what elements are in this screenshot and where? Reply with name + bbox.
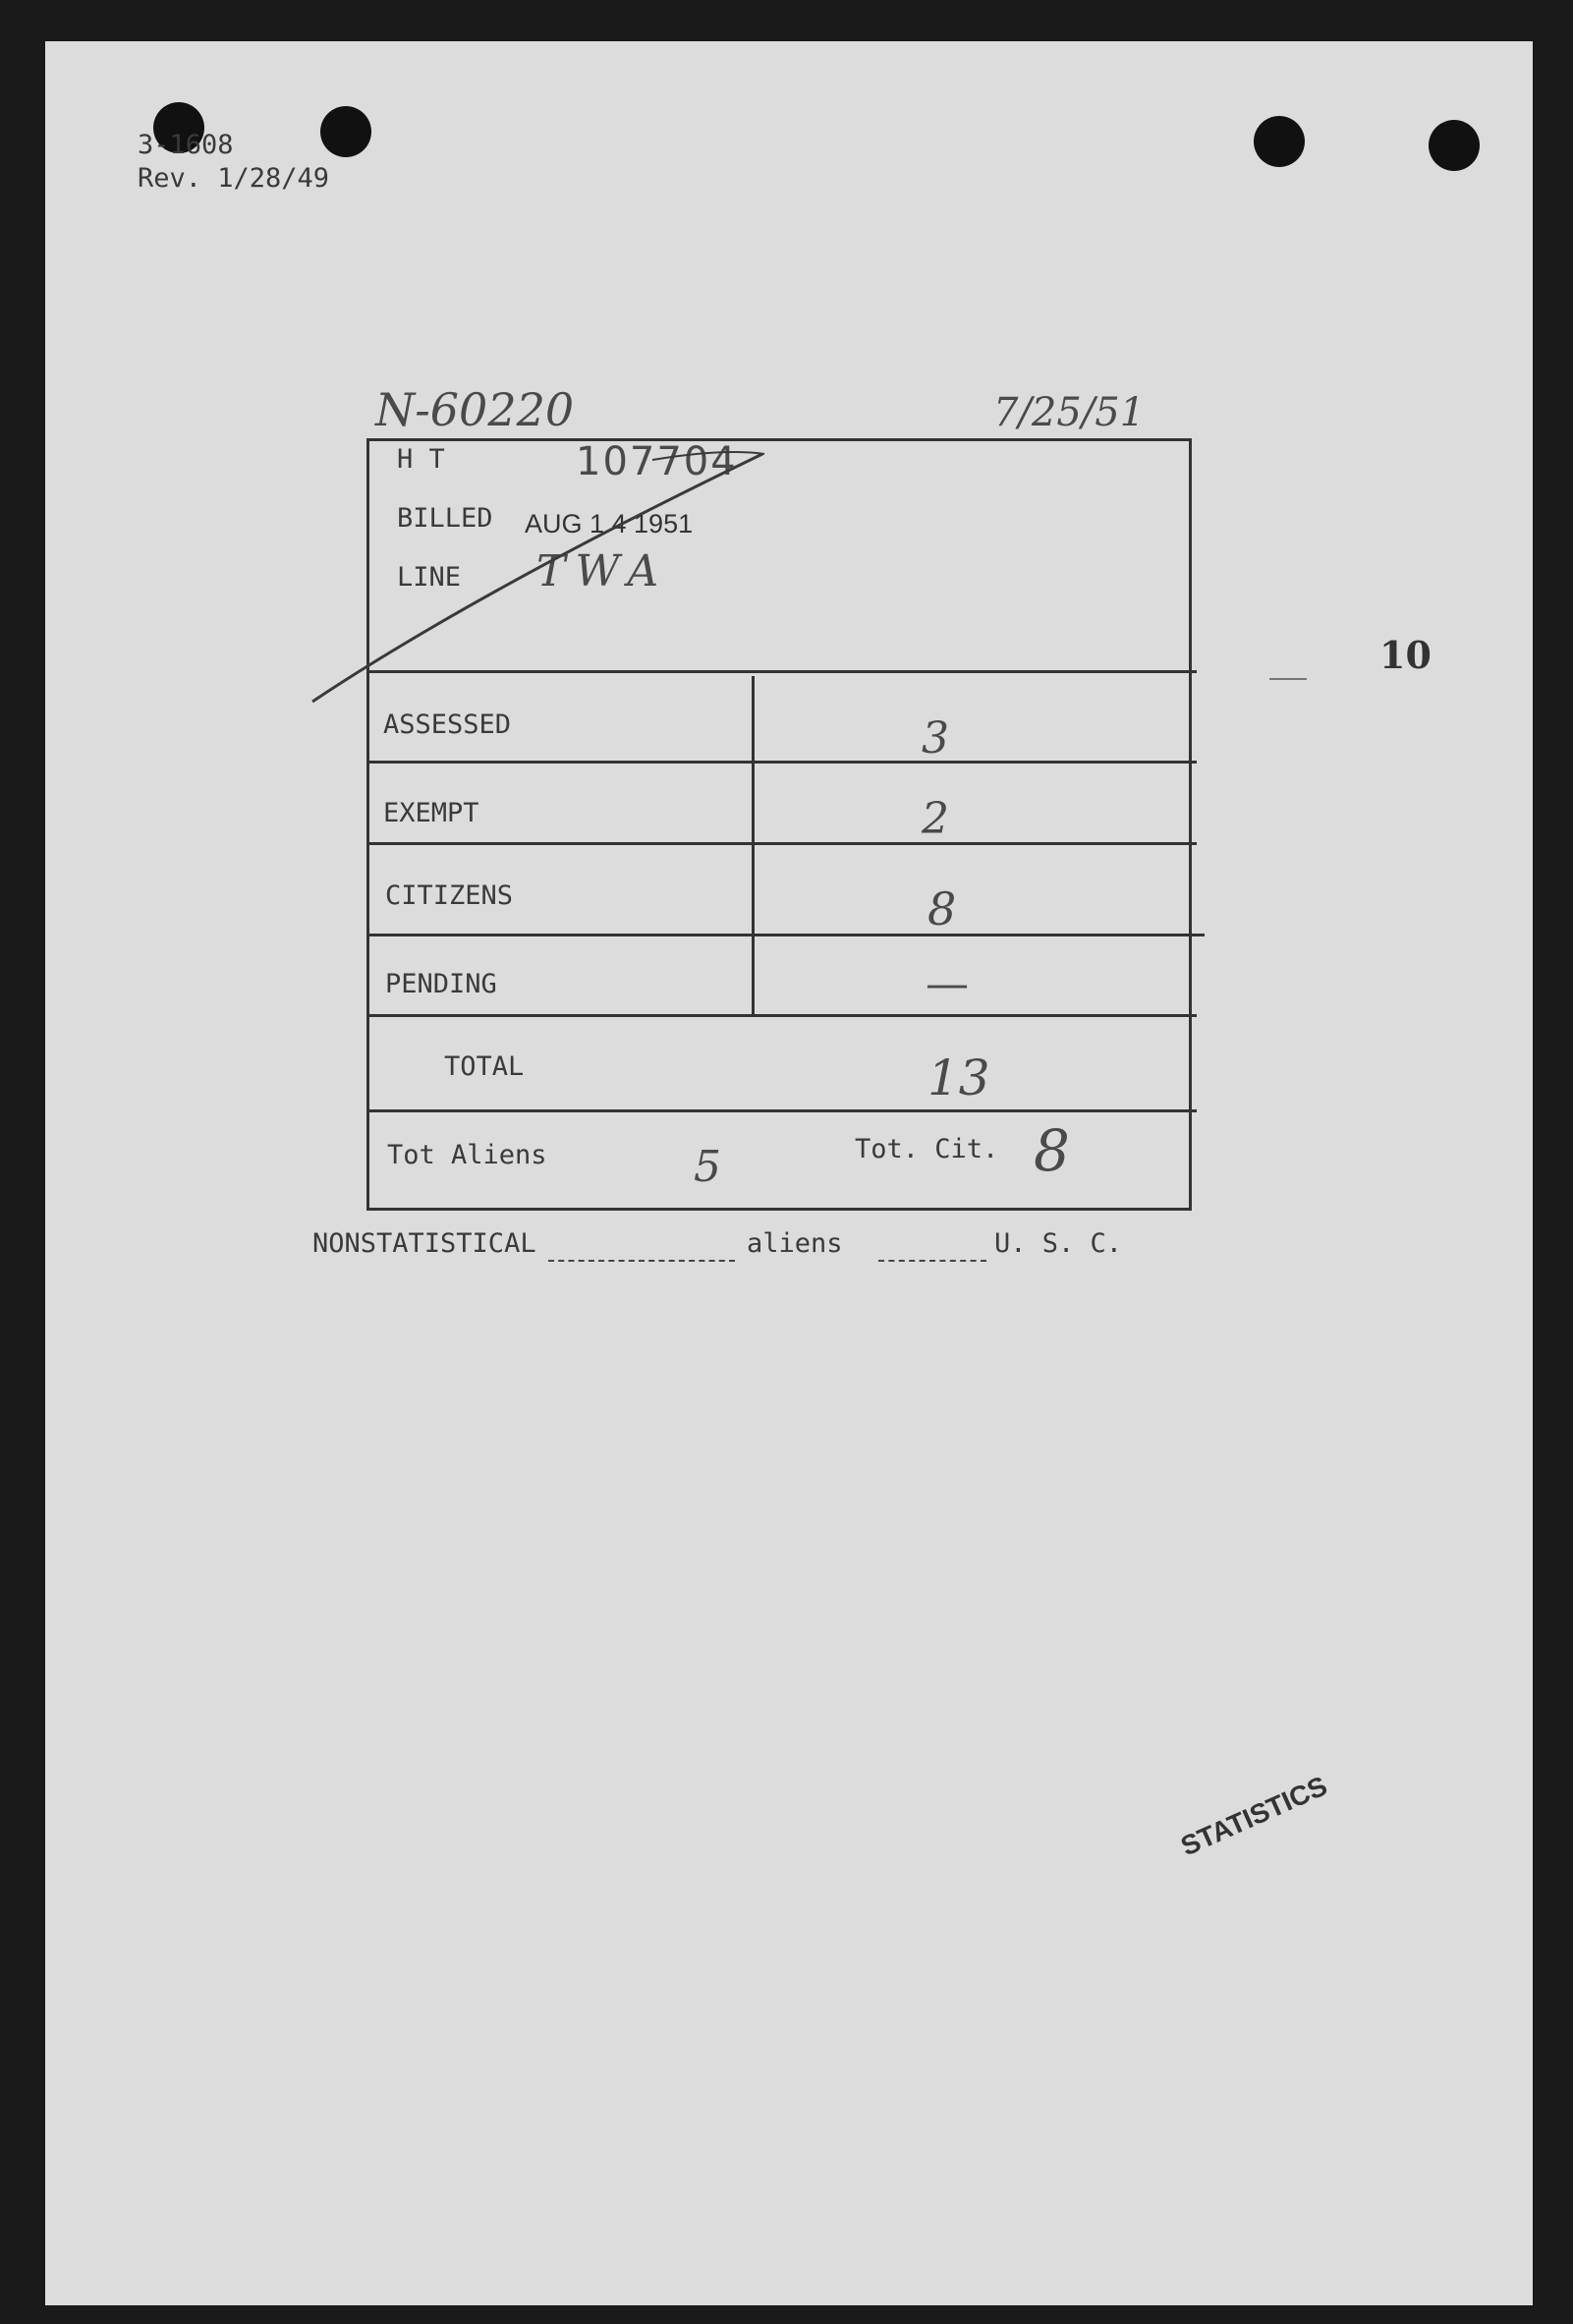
row-value-total: 13 bbox=[927, 1049, 990, 1106]
handwritten-code: N-60220 bbox=[375, 383, 575, 436]
aliens-label: aliens bbox=[747, 1228, 843, 1259]
row-value-exempt: 2 bbox=[922, 794, 949, 844]
row-value-pending: — bbox=[926, 959, 969, 1009]
total-citizens-label: Tot. Cit. bbox=[855, 1134, 999, 1164]
row-value-citizens: 8 bbox=[927, 882, 957, 935]
document-sheet bbox=[45, 41, 1533, 2305]
ht-label: H T bbox=[397, 444, 445, 475]
total-aliens-label: Tot Aliens bbox=[387, 1140, 547, 1170]
billed-label: BILLED bbox=[397, 503, 493, 534]
total-aliens-value: 5 bbox=[694, 1142, 721, 1192]
nonstatistical-blank bbox=[548, 1260, 735, 1262]
row-label-total: TOTAL bbox=[444, 1051, 525, 1082]
row-label-citizens: CITIZENS bbox=[385, 880, 514, 911]
row-label-assessed: ASSESSED bbox=[383, 709, 512, 740]
divider bbox=[366, 1109, 1197, 1112]
divider bbox=[366, 1014, 1197, 1017]
handwritten-date: 7/25/51 bbox=[993, 390, 1146, 435]
total-citizens-value: 8 bbox=[1034, 1117, 1070, 1184]
strike-line bbox=[45, 41, 1533, 827]
line-label: LINE bbox=[397, 562, 462, 593]
ht-value: 107704 bbox=[576, 439, 738, 484]
usc-label: U. S. C. bbox=[994, 1228, 1123, 1259]
billed-date-stamp: AUG 1 4 1951 bbox=[525, 509, 694, 538]
statistics-stamp: STATISTICS bbox=[1176, 1770, 1332, 1862]
divider bbox=[366, 934, 1205, 936]
row-label-pending: PENDING bbox=[385, 969, 497, 999]
divider bbox=[366, 842, 1197, 845]
row-label-exempt: EXEMPT bbox=[383, 798, 479, 828]
line-value: TWA bbox=[536, 546, 669, 596]
form-number: 3-1608 bbox=[138, 130, 234, 160]
nonstatistical-label: NONSTATISTICAL bbox=[312, 1228, 536, 1259]
row-value-assessed: 3 bbox=[922, 713, 949, 764]
aliens-blank bbox=[878, 1260, 986, 1262]
form-revision: Rev. 1/28/49 bbox=[138, 163, 330, 194]
side-number: 10 bbox=[1379, 633, 1432, 677]
